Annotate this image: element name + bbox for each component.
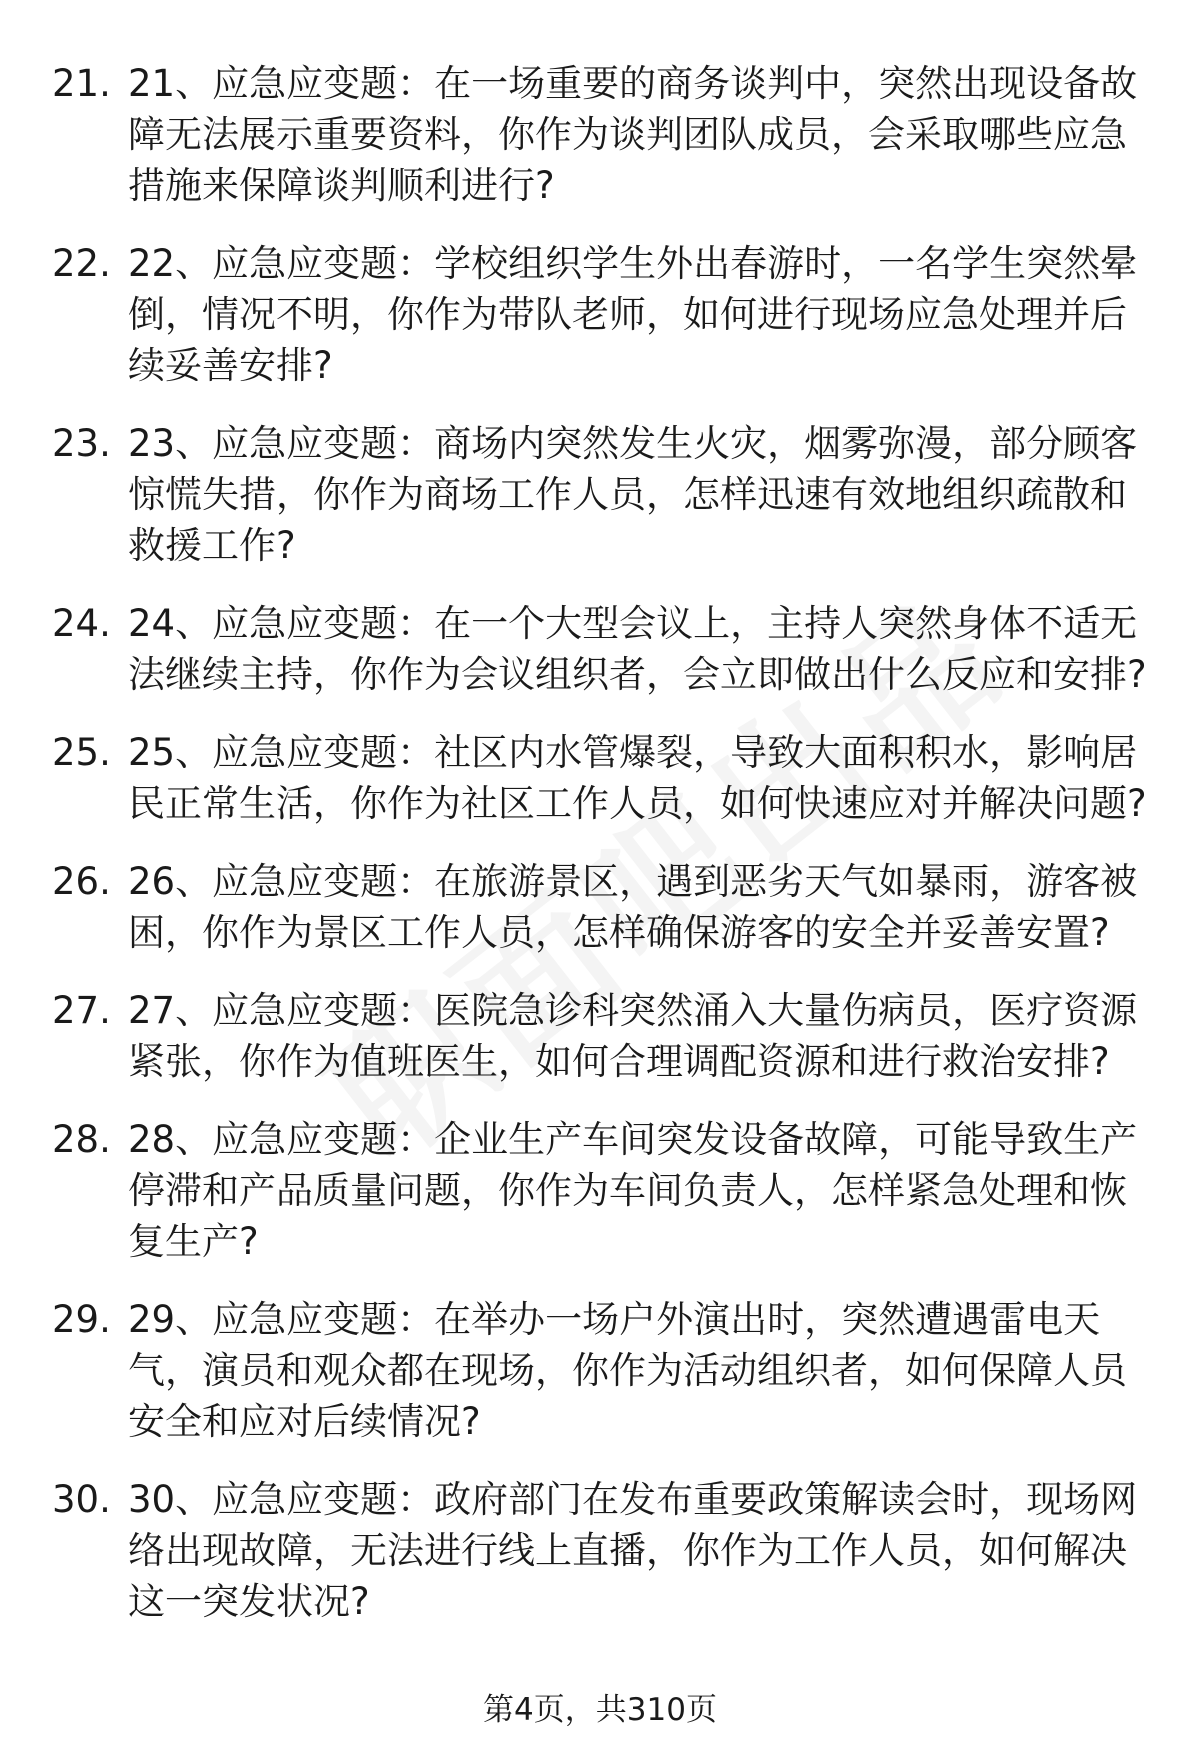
question-number: 29.	[52, 1298, 111, 1341]
question-item	[52, 1474, 1152, 1627]
question-text: 21、应急应变题：在一场重要的商务谈判中，突然出现设备故障无法展示重要资料，你作为谈判团队成员，会采取哪些应急措施来保障谈判顺利进行?	[128, 62, 1138, 207]
question-number: 24.	[52, 602, 111, 645]
question-text: 24、应急应变题：在一个大型会议上，主持人突然身体不适无法继续主持，你作为会议组织者，会立即做出什么反应和安排?	[128, 602, 1147, 696]
question-item	[52, 1294, 1152, 1447]
question-number: 28.	[52, 1118, 111, 1161]
question-item	[52, 727, 1152, 829]
question-item	[52, 418, 1152, 571]
question-item	[52, 985, 1152, 1087]
question-text: 25、应急应变题：社区内水管爆裂，导致大面积积水，影响居民正常生活，你作为社区工作人员，如何快速应对并解决问题?	[128, 731, 1147, 825]
question-number: 25.	[52, 731, 111, 774]
question-item	[52, 58, 1152, 211]
question-text: 28、应急应变题：企业生产车间突发设备故障，可能导致生产停滞和产品质量问题，你作为车间负责人，怎样紧急处理和恢复生产?	[128, 1118, 1138, 1263]
question-item	[52, 238, 1152, 391]
question-text: 23、应急应变题：商场内突然发生火灾，烟雾弥漫，部分顾客惊慌失措，你作为商场工作人员，怎样迅速有效地组织疏散和救援工作?	[128, 422, 1138, 567]
page-number-label: 第4页，共310页	[483, 1692, 717, 1728]
page-footer	[0, 1690, 1200, 1730]
question-number: 26.	[52, 860, 111, 903]
question-item	[52, 598, 1152, 700]
question-item	[52, 1114, 1152, 1267]
question-item	[52, 856, 1152, 958]
question-text: 27、应急应变题：医院急诊科突然涌入大量伤病员，医疗资源紧张，你作为值班医生，如何合理调配资源和进行救治安排?	[128, 989, 1138, 1083]
question-text: 30、应急应变题：政府部门在发布重要政策解读会时，现场网络出现故障，无法进行线上直播，你作为工作人员，如何解决这一突发状况?	[128, 1478, 1138, 1623]
question-text: 29、应急应变题：在举办一场户外演出时，突然遭遇雷电天气，演员和观众都在现场，你作为活动组织者，如何保障人员安全和应对后续情况?	[128, 1298, 1127, 1443]
question-number: 30.	[52, 1478, 111, 1521]
question-list	[52, 58, 1152, 1654]
question-text: 26、应急应变题：在旅游景区，遇到恶劣天气如暴雨，游客被困，你作为景区工作人员，怎样确保游客的安全并妥善安置?	[128, 860, 1138, 954]
question-number: 23.	[52, 422, 111, 465]
question-number: 21.	[52, 62, 111, 105]
question-text: 22、应急应变题：学校组织学生外出春游时，一名学生突然晕倒，情况不明，你作为带队老师，如何进行现场应急处理并后续妥善安排?	[128, 242, 1138, 387]
question-number: 22.	[52, 242, 111, 285]
question-number: 27.	[52, 989, 111, 1032]
